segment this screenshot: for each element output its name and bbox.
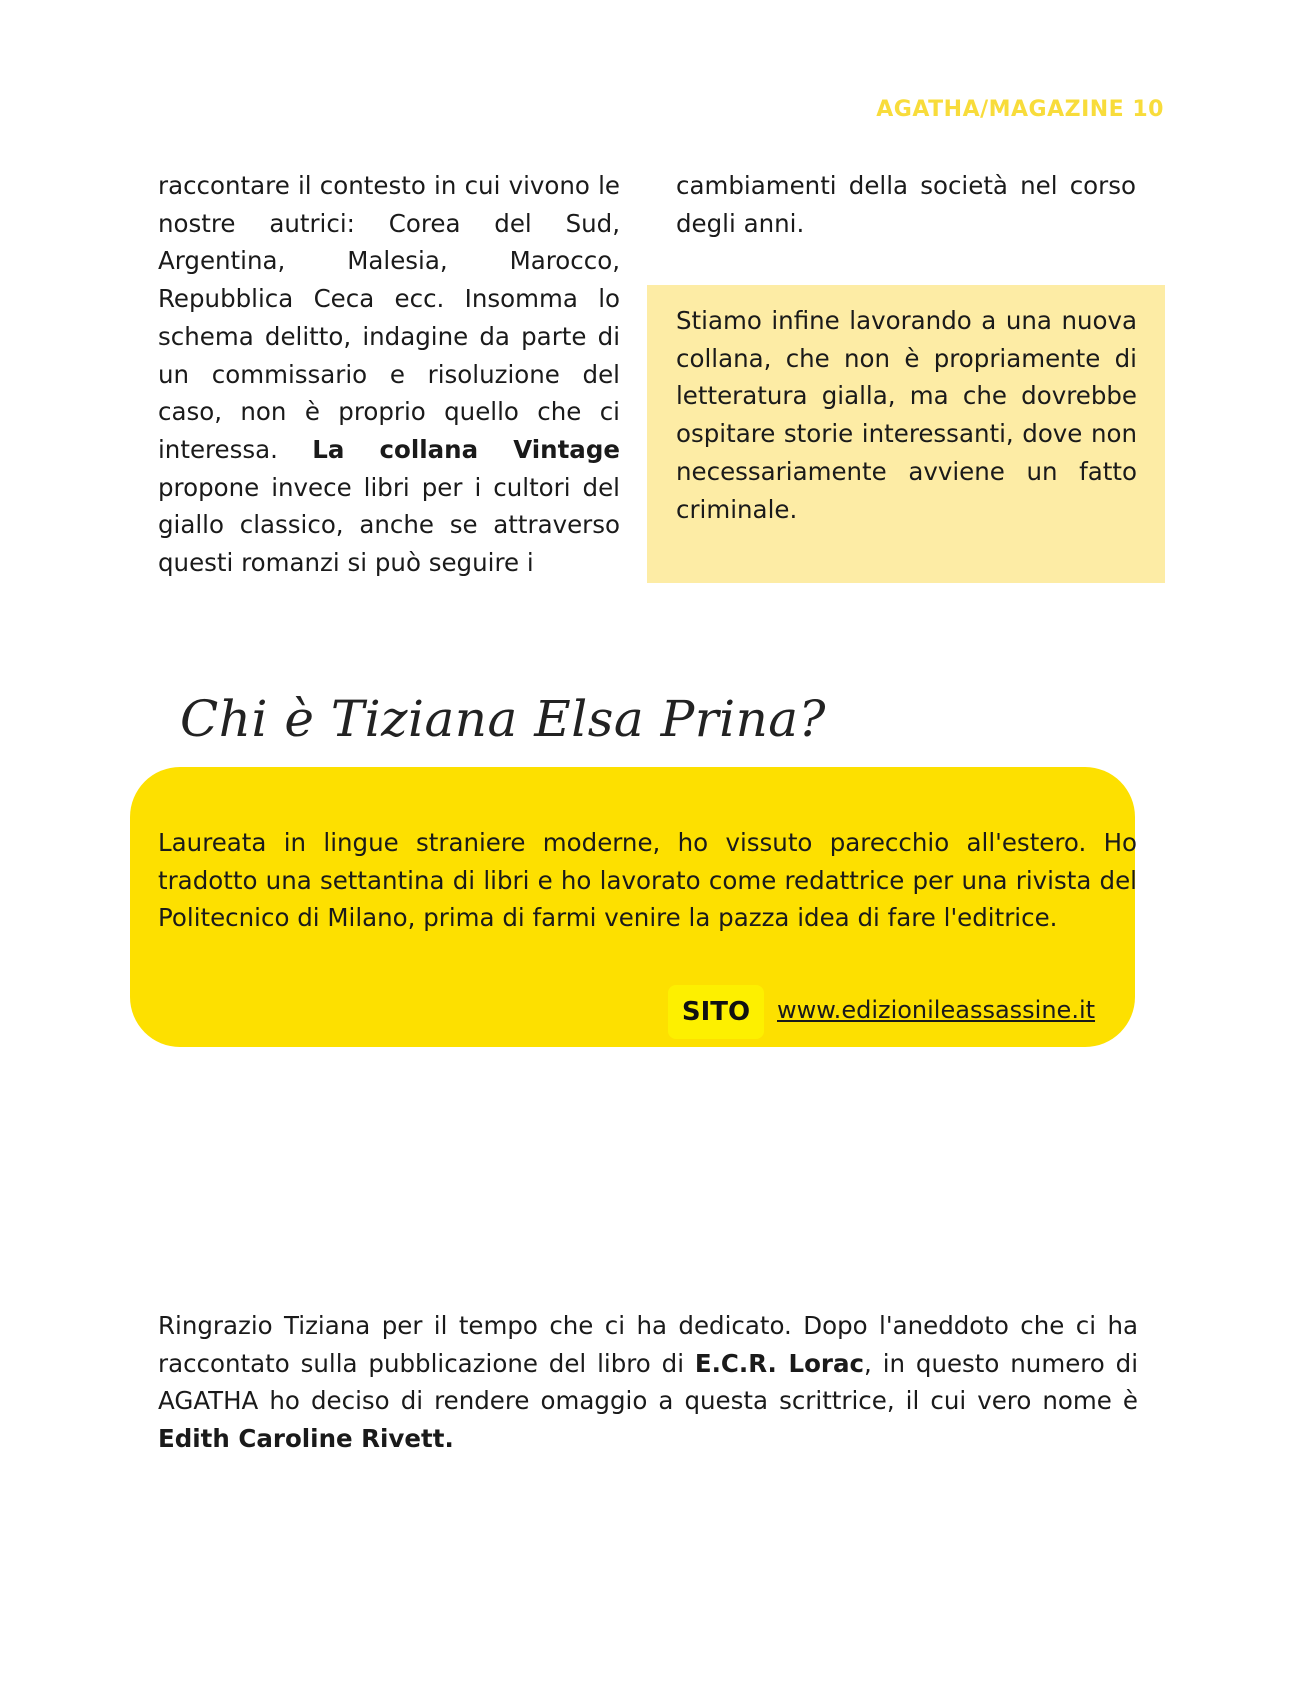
section-heading: Chi è Tiziana Elsa Prina? <box>180 690 826 748</box>
closing-bold-rivett: Edith Caroline Rivett. <box>158 1424 454 1454</box>
bio-text: Laureata in lingue straniere moderne, ho vissuto parecchio all'estero. Ho tradotto una settantina di libri e ho lavorato come redattrice per una rivista del Politecnico di Milano, prima di farmi venire la pazza idea di fare l'editrice. <box>158 828 1137 933</box>
closing-paragraph <box>158 1307 1138 1458</box>
note-text: Stiamo infine lavorando a una nuova collana, che non è propriamente di letteratura gialla, ma che dovrebbe ospitare storie interessanti, dove non necessariamente avviene un fatto criminale. <box>676 306 1137 524</box>
closing-bold-lorac: E.C.R. Lorac <box>694 1348 865 1378</box>
site-link[interactable]: www.edizionileassassine.it <box>777 996 1096 1024</box>
magazine-header: AGATHA/MAGAZINE 10 <box>876 97 1164 122</box>
closing-text-part1: Ringrazio Tiziana per il tempo che ci ha dedicato. Dopo l'aneddoto che ci ha raccontato sulla pubblicazione del libro di <box>158 1311 1138 1378</box>
article-bold-collection: La collana Vintage <box>312 434 620 464</box>
article-right-column-text: cambiamenti della società nel corso degli anni. <box>676 171 1136 238</box>
article-text-part2: propone invece libri per i cultori del giallo classico, anche se attraverso questi romanzi si può seguire i <box>158 472 620 578</box>
site-label: SITO <box>668 985 764 1039</box>
closing-text-part2: , in questo numero di AGATHA ho deciso di rendere omaggio a questa scrittrice, il cui vero nome è <box>158 1348 1139 1416</box>
article-text-part1: raccontare il contesto in cui vivono le nostre autrici: Corea del Sud, Argentina, Malesia, Marocco, Repubblica Ceca ecc. Insomma lo schema delitto, indagine da parte di un commissario e risoluzione del caso, non è proprio quello che ci interessa. <box>158 171 620 464</box>
article-left-column <box>158 167 620 582</box>
